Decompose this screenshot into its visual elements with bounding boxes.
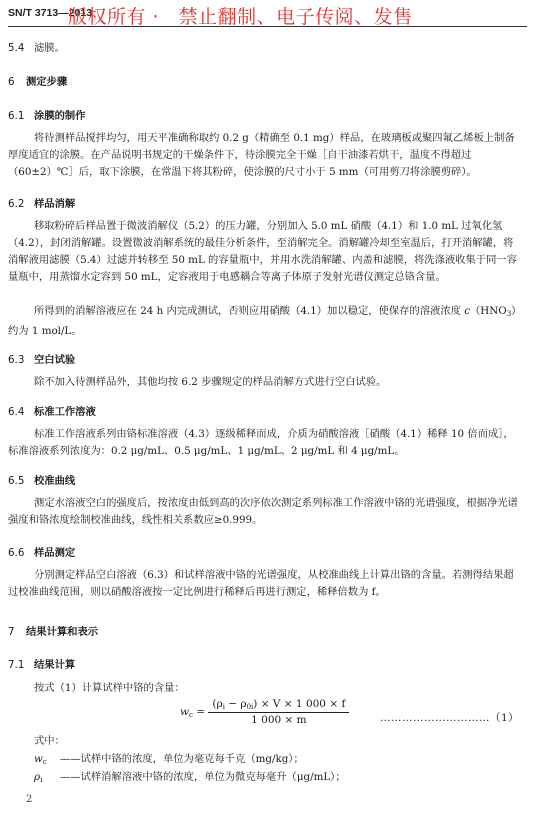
standard-code: SN/T 3713—2013	[8, 7, 93, 19]
formula-fraction	[208, 698, 349, 726]
section-7-1-heading: 7.1 结果计算	[8, 659, 76, 671]
section-7-heading: 7 结果计算和表示	[8, 626, 99, 638]
section-6-1-heading: 6.1 涂膜的制作	[8, 110, 86, 122]
equation-number: …………………………（1）	[380, 712, 520, 724]
section-6-heading: 6 测定步骤	[8, 76, 68, 88]
section-6-2-paragraph-2: 所得到的消解溶液应在 24 h 内完成测试，否则应用硝酸（4.1）加以稳定，使保存的溶液浓度 $c(HNO_3)$约为 1 mol/L。	[8, 305, 522, 337]
where-item-rho: $\rho_i$ ——试样消解溶液中铬的浓度，单位为微克每毫升（μg/mL）；	[34, 771, 346, 784]
section-6-3-heading: 6.3 空白试验	[8, 354, 76, 366]
section-5-4: 5.4 滤膜。	[8, 42, 65, 54]
where-item-w: $w_c$ ——试样中铬的浓度，单位为毫克每千克（mg/kg）；	[34, 753, 304, 766]
section-6-5-heading: 6.5 校准曲线	[8, 475, 76, 487]
formula-numerator: $(\rho_i - \rho_{0i}) \times V \times 1$ 000 × f	[208, 698, 349, 713]
watermark-text: 版权所有 · 禁止翻制、电子传阅、发售	[68, 6, 413, 28]
where-label: 式中：	[34, 735, 65, 747]
section-7-1-paragraph: 按式（1）计算试样中铬的含量：	[34, 682, 185, 694]
section-6-4-paragraph: 标准工作溶液系列由铬标准溶液（4.3）逐级稀释而成，介质为硝酸溶液［硝酸（4.1）稀释 10 倍而成］，标准溶液系列浓度为：0.2 μg/mL、0.5 μg/mL、1 μg/mL、2 μg/mL 和 4 μg/mL。	[8, 428, 514, 457]
section-6-2-heading: 6.2 样品消解	[8, 198, 76, 210]
section-6-3-paragraph: 除不加入待测样品外，其他均按 6.2 步骤规定的样品消解方式进行空白试验。	[34, 376, 387, 388]
section-6-6-paragraph: 分别测定样品空白溶液（6.3）和试样溶液中铬的光谱强度，从校准曲线上计算出铬的含量。若测得结果超过校准曲线范围，则以硝酸溶液按一定比例进行稀释后再进行测定，稀释倍数为 f。	[8, 569, 514, 598]
formula-1: $w_c$ = $\frac{(\rho_i - \rho_{0i}) \times V \times 1 000 \times f}{1 000 \times m}$	[180, 698, 360, 726]
section-6-4-heading: 6.4 标准工作溶液	[8, 406, 96, 418]
section-6-6-heading: 6.6 样品测定	[8, 547, 76, 559]
page-number: 2	[26, 794, 33, 805]
section-6-2-paragraph-1: 移取粉碎后样品置于微波消解仪（5.2）的压力罐，分别加入 5.0 mL 硝酸（4.1）和 1.0 mL 过氧化氢（4.2），封闭消解罐。设置微波消解系统的最佳分析条件，至消解完全。消解罐冷却至室温后，打开消解罐，将消解液用滤膜（5.4）过滤并转移至 50 mL 的容量瓶中，并用水洗消解罐、内盖和滤膜，将洗涤液收集于同一容量瓶中，用蒸馏水定容到 50 mL，定容液用于电感耦合等离子体原子发射光谱仪测定总铬含量。	[8, 220, 517, 283]
formula-denominator: 1 000 × m	[251, 714, 307, 726]
section-6-5-paragraph: 测定水溶液空白的强度后，按浓度由低到高的次序依次测定系列标准工作溶液中铬的光谱强度，根据净光谱强度和铬浓度绘制校准曲线，线性相关系数应≥0.999。	[8, 497, 518, 526]
section-6-1-paragraph: 将待测样品搅拌均匀，用天平准确称取约 0.2 g（精确至 0.1 mg）样品，在玻璃板或聚四氟乙烯板上制备厚度适宜的涂膜。在产品说明书规定的干燥条件下，待涂膜完全干燥［自干油漆若烘干，温度不得超过（60±2）℃］后，取下涂膜，在常温下将其粉碎，使涂膜的尺寸小于 5 mm（可用剪刀将涂膜剪碎）。	[8, 132, 515, 178]
header-divider	[8, 26, 527, 27]
